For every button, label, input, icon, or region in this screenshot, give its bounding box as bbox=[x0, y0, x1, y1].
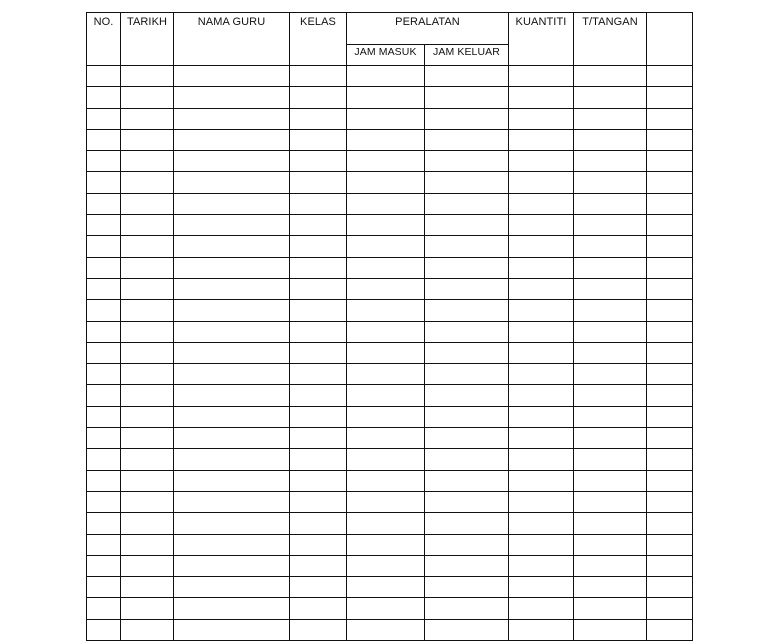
cell-jam-keluar[interactable] bbox=[425, 278, 509, 299]
table-row bbox=[87, 321, 693, 342]
cell-jam-keluar[interactable] bbox=[425, 236, 509, 257]
cell-blank[interactable] bbox=[647, 385, 693, 406]
cell-blank[interactable] bbox=[647, 151, 693, 172]
cell-kuantiti[interactable] bbox=[509, 491, 574, 512]
cell-nama-guru[interactable] bbox=[174, 470, 290, 491]
cell-t-tangan[interactable] bbox=[574, 555, 647, 576]
table-row bbox=[87, 513, 693, 534]
cell-jam-masuk[interactable] bbox=[347, 66, 425, 87]
cell-blank[interactable] bbox=[647, 598, 693, 619]
header-nama-guru: NAMA GURU bbox=[174, 13, 290, 66]
cell-kuantiti[interactable] bbox=[509, 172, 574, 193]
cell-jam-masuk[interactable] bbox=[347, 406, 425, 427]
cell-no[interactable] bbox=[87, 236, 121, 257]
cell-kuantiti[interactable] bbox=[509, 513, 574, 534]
table-row bbox=[87, 385, 693, 406]
cell-kuantiti[interactable] bbox=[509, 236, 574, 257]
cell-t-tangan[interactable] bbox=[574, 428, 647, 449]
cell-kelas[interactable] bbox=[290, 406, 347, 427]
cell-jam-masuk[interactable] bbox=[347, 87, 425, 108]
cell-no[interactable] bbox=[87, 598, 121, 619]
cell-blank[interactable] bbox=[647, 342, 693, 363]
header-tarikh: TARIKH bbox=[121, 13, 174, 66]
cell-jam-masuk[interactable] bbox=[347, 428, 425, 449]
cell-no[interactable] bbox=[87, 385, 121, 406]
cell-jam-masuk[interactable] bbox=[347, 513, 425, 534]
header-no: NO. bbox=[87, 13, 121, 66]
cell-blank[interactable] bbox=[647, 491, 693, 512]
cell-nama-guru[interactable] bbox=[174, 449, 290, 470]
cell-kelas[interactable] bbox=[290, 364, 347, 385]
header-kuantiti: KUANTITI bbox=[509, 13, 574, 66]
cell-kuantiti[interactable] bbox=[509, 385, 574, 406]
cell-tarikh[interactable] bbox=[121, 555, 174, 576]
cell-t-tangan[interactable] bbox=[574, 534, 647, 555]
cell-blank[interactable] bbox=[647, 534, 693, 555]
cell-jam-keluar[interactable] bbox=[425, 470, 509, 491]
cell-no[interactable] bbox=[87, 257, 121, 278]
cell-t-tangan[interactable] bbox=[574, 598, 647, 619]
cell-tarikh[interactable] bbox=[121, 577, 174, 598]
cell-jam-keluar[interactable] bbox=[425, 193, 509, 214]
cell-blank[interactable] bbox=[647, 129, 693, 150]
header-jam-masuk: JAM MASUK bbox=[347, 45, 425, 66]
cell-kelas[interactable] bbox=[290, 342, 347, 363]
cell-kuantiti[interactable] bbox=[509, 108, 574, 129]
cell-t-tangan[interactable] bbox=[574, 491, 647, 512]
cell-jam-masuk[interactable] bbox=[347, 534, 425, 555]
cell-t-tangan[interactable] bbox=[574, 577, 647, 598]
cell-jam-keluar[interactable] bbox=[425, 598, 509, 619]
cell-jam-masuk[interactable] bbox=[347, 491, 425, 512]
cell-jam-keluar[interactable] bbox=[425, 428, 509, 449]
cell-nama-guru[interactable] bbox=[174, 129, 290, 150]
cell-tarikh[interactable] bbox=[121, 300, 174, 321]
cell-nama-guru[interactable] bbox=[174, 66, 290, 87]
table-row bbox=[87, 534, 693, 555]
cell-tarikh[interactable] bbox=[121, 108, 174, 129]
cell-nama-guru[interactable] bbox=[174, 555, 290, 576]
cell-no[interactable] bbox=[87, 428, 121, 449]
cell-nama-guru[interactable] bbox=[174, 215, 290, 236]
cell-kelas[interactable] bbox=[290, 108, 347, 129]
cell-tarikh[interactable] bbox=[121, 236, 174, 257]
cell-tarikh[interactable] bbox=[121, 215, 174, 236]
cell-no[interactable] bbox=[87, 577, 121, 598]
table-row bbox=[87, 449, 693, 470]
cell-t-tangan[interactable] bbox=[574, 129, 647, 150]
cell-kuantiti[interactable] bbox=[509, 193, 574, 214]
header-t-tangan: T/TANGAN bbox=[574, 13, 647, 66]
cell-t-tangan[interactable] bbox=[574, 300, 647, 321]
cell-tarikh[interactable] bbox=[121, 321, 174, 342]
cell-jam-keluar[interactable] bbox=[425, 364, 509, 385]
cell-kelas[interactable] bbox=[290, 534, 347, 555]
cell-jam-keluar[interactable] bbox=[425, 513, 509, 534]
cell-no[interactable] bbox=[87, 342, 121, 363]
cell-nama-guru[interactable] bbox=[174, 491, 290, 512]
cell-no[interactable] bbox=[87, 300, 121, 321]
cell-tarikh[interactable] bbox=[121, 172, 174, 193]
table-header bbox=[87, 13, 693, 66]
cell-nama-guru[interactable] bbox=[174, 513, 290, 534]
cell-jam-masuk[interactable] bbox=[347, 449, 425, 470]
cell-kelas[interactable] bbox=[290, 385, 347, 406]
cell-jam-masuk[interactable] bbox=[347, 236, 425, 257]
table-row bbox=[87, 406, 693, 427]
cell-kuantiti[interactable] bbox=[509, 151, 574, 172]
cell-kuantiti[interactable] bbox=[509, 470, 574, 491]
log-sheet bbox=[86, 12, 692, 641]
cell-jam-masuk[interactable] bbox=[347, 278, 425, 299]
cell-kelas[interactable] bbox=[290, 172, 347, 193]
cell-nama-guru[interactable] bbox=[174, 300, 290, 321]
cell-kuantiti[interactable] bbox=[509, 278, 574, 299]
cell-t-tangan[interactable] bbox=[574, 278, 647, 299]
header-peralatan: PERALATAN bbox=[347, 13, 509, 45]
cell-nama-guru[interactable] bbox=[174, 342, 290, 363]
cell-kelas[interactable] bbox=[290, 598, 347, 619]
cell-kelas[interactable] bbox=[290, 87, 347, 108]
cell-nama-guru[interactable] bbox=[174, 364, 290, 385]
cell-t-tangan[interactable] bbox=[574, 215, 647, 236]
cell-blank[interactable] bbox=[647, 555, 693, 576]
cell-jam-keluar[interactable] bbox=[425, 534, 509, 555]
cell-no[interactable] bbox=[87, 172, 121, 193]
cell-nama-guru[interactable] bbox=[174, 577, 290, 598]
cell-blank[interactable] bbox=[647, 300, 693, 321]
cell-blank[interactable] bbox=[647, 236, 693, 257]
cell-nama-guru[interactable] bbox=[174, 385, 290, 406]
cell-jam-keluar[interactable] bbox=[425, 577, 509, 598]
cell-blank[interactable] bbox=[647, 406, 693, 427]
table-row bbox=[87, 172, 693, 193]
cell-no[interactable] bbox=[87, 193, 121, 214]
cell-tarikh[interactable] bbox=[121, 129, 174, 150]
cell-kuantiti[interactable] bbox=[509, 449, 574, 470]
cell-tarikh[interactable] bbox=[121, 385, 174, 406]
cell-jam-masuk[interactable] bbox=[347, 342, 425, 363]
cell-blank[interactable] bbox=[647, 470, 693, 491]
cell-tarikh[interactable] bbox=[121, 342, 174, 363]
table-row bbox=[87, 236, 693, 257]
cell-nama-guru[interactable] bbox=[174, 278, 290, 299]
cell-blank[interactable] bbox=[647, 321, 693, 342]
table-row bbox=[87, 364, 693, 385]
table-row bbox=[87, 428, 693, 449]
cell-kuantiti[interactable] bbox=[509, 577, 574, 598]
cell-blank[interactable] bbox=[647, 278, 693, 299]
header-blank bbox=[647, 13, 693, 66]
cell-nama-guru[interactable] bbox=[174, 598, 290, 619]
table-body bbox=[87, 66, 693, 641]
cell-kuantiti[interactable] bbox=[509, 300, 574, 321]
cell-nama-guru[interactable] bbox=[174, 193, 290, 214]
cell-nama-guru[interactable] bbox=[174, 236, 290, 257]
cell-t-tangan[interactable] bbox=[574, 513, 647, 534]
cell-jam-keluar[interactable] bbox=[425, 87, 509, 108]
cell-nama-guru[interactable] bbox=[174, 406, 290, 427]
cell-tarikh[interactable] bbox=[121, 449, 174, 470]
cell-blank[interactable] bbox=[647, 428, 693, 449]
cell-kuantiti[interactable] bbox=[509, 215, 574, 236]
cell-kelas[interactable] bbox=[290, 193, 347, 214]
cell-blank[interactable] bbox=[647, 257, 693, 278]
table-row bbox=[87, 87, 693, 108]
cell-jam-masuk[interactable] bbox=[347, 577, 425, 598]
cell-jam-masuk[interactable] bbox=[347, 257, 425, 278]
cell-kuantiti[interactable] bbox=[509, 87, 574, 108]
cell-tarikh[interactable] bbox=[121, 257, 174, 278]
cell-kelas[interactable] bbox=[290, 321, 347, 342]
cell-tarikh[interactable] bbox=[121, 534, 174, 555]
cell-kelas[interactable] bbox=[290, 257, 347, 278]
cell-nama-guru[interactable] bbox=[174, 428, 290, 449]
cell-jam-keluar[interactable] bbox=[425, 385, 509, 406]
cell-jam-keluar[interactable] bbox=[425, 129, 509, 150]
cell-blank[interactable] bbox=[647, 449, 693, 470]
cell-no[interactable] bbox=[87, 321, 121, 342]
cell-no[interactable] bbox=[87, 534, 121, 555]
cell-kelas[interactable] bbox=[290, 428, 347, 449]
cell-tarikh[interactable] bbox=[121, 598, 174, 619]
cell-t-tangan[interactable] bbox=[574, 449, 647, 470]
table-row bbox=[87, 555, 693, 576]
cell-t-tangan[interactable] bbox=[574, 236, 647, 257]
cell-no[interactable] bbox=[87, 470, 121, 491]
cell-t-tangan[interactable] bbox=[574, 108, 647, 129]
table-row bbox=[87, 577, 693, 598]
cell-tarikh[interactable] bbox=[121, 151, 174, 172]
cell-jam-keluar[interactable] bbox=[425, 215, 509, 236]
cell-t-tangan[interactable] bbox=[574, 172, 647, 193]
cell-kelas[interactable] bbox=[290, 278, 347, 299]
cell-jam-masuk[interactable] bbox=[347, 598, 425, 619]
cell-kelas[interactable] bbox=[290, 236, 347, 257]
table-row bbox=[87, 215, 693, 236]
cell-no[interactable] bbox=[87, 87, 121, 108]
cell-t-tangan[interactable] bbox=[574, 257, 647, 278]
cell-jam-keluar[interactable] bbox=[425, 66, 509, 87]
cell-jam-keluar[interactable] bbox=[425, 172, 509, 193]
table-row bbox=[87, 342, 693, 363]
cell-no[interactable] bbox=[87, 513, 121, 534]
cell-nama-guru[interactable] bbox=[174, 321, 290, 342]
cell-jam-masuk[interactable] bbox=[347, 364, 425, 385]
cell-tarikh[interactable] bbox=[121, 66, 174, 87]
cell-jam-masuk[interactable] bbox=[347, 172, 425, 193]
cell-kuantiti[interactable] bbox=[509, 321, 574, 342]
cell-tarikh[interactable] bbox=[121, 87, 174, 108]
cell-blank[interactable] bbox=[647, 66, 693, 87]
cell-kuantiti[interactable] bbox=[509, 406, 574, 427]
cell-blank[interactable] bbox=[647, 577, 693, 598]
cell-no[interactable] bbox=[87, 151, 121, 172]
cell-t-tangan[interactable] bbox=[574, 342, 647, 363]
cell-jam-masuk[interactable] bbox=[347, 193, 425, 214]
cell-kuantiti[interactable] bbox=[509, 66, 574, 87]
table-row bbox=[87, 491, 693, 512]
cell-jam-masuk[interactable] bbox=[347, 555, 425, 576]
cell-jam-masuk[interactable] bbox=[347, 300, 425, 321]
cell-jam-keluar[interactable] bbox=[425, 342, 509, 363]
cell-tarikh[interactable] bbox=[121, 406, 174, 427]
cell-blank[interactable] bbox=[647, 87, 693, 108]
cell-jam-keluar[interactable] bbox=[425, 449, 509, 470]
cell-jam-keluar[interactable] bbox=[425, 300, 509, 321]
cell-tarikh[interactable] bbox=[121, 491, 174, 512]
cell-t-tangan[interactable] bbox=[574, 193, 647, 214]
cell-blank[interactable] bbox=[647, 215, 693, 236]
cell-jam-masuk[interactable] bbox=[347, 321, 425, 342]
cell-blank[interactable] bbox=[647, 364, 693, 385]
cell-no[interactable] bbox=[87, 129, 121, 150]
cell-no[interactable] bbox=[87, 215, 121, 236]
cell-no[interactable] bbox=[87, 449, 121, 470]
cell-jam-keluar[interactable] bbox=[425, 108, 509, 129]
cell-blank[interactable] bbox=[647, 172, 693, 193]
cell-t-tangan[interactable] bbox=[574, 406, 647, 427]
table-row bbox=[87, 66, 693, 87]
cell-jam-keluar[interactable] bbox=[425, 491, 509, 512]
cell-no[interactable] bbox=[87, 491, 121, 512]
table-row bbox=[87, 278, 693, 299]
cell-tarikh[interactable] bbox=[121, 513, 174, 534]
cell-kelas[interactable] bbox=[290, 491, 347, 512]
cell-tarikh[interactable] bbox=[121, 193, 174, 214]
cell-jam-masuk[interactable] bbox=[347, 215, 425, 236]
cell-tarikh[interactable] bbox=[121, 428, 174, 449]
cell-kuantiti[interactable] bbox=[509, 129, 574, 150]
cell-kelas[interactable] bbox=[290, 470, 347, 491]
cell-nama-guru[interactable] bbox=[174, 108, 290, 129]
cell-jam-masuk[interactable] bbox=[347, 385, 425, 406]
cell-nama-guru[interactable] bbox=[174, 87, 290, 108]
cell-no[interactable] bbox=[87, 108, 121, 129]
header-kelas: KELAS bbox=[290, 13, 347, 66]
cell-blank[interactable] bbox=[647, 513, 693, 534]
header-jam-keluar: JAM KELUAR bbox=[425, 45, 509, 66]
cell-t-tangan[interactable] bbox=[574, 151, 647, 172]
cell-nama-guru[interactable] bbox=[174, 172, 290, 193]
cell-kelas[interactable] bbox=[290, 449, 347, 470]
cell-jam-masuk[interactable] bbox=[347, 129, 425, 150]
cell-kuantiti[interactable] bbox=[509, 598, 574, 619]
cell-kuantiti[interactable] bbox=[509, 534, 574, 555]
cell-no[interactable] bbox=[87, 364, 121, 385]
cell-jam-keluar[interactable] bbox=[425, 555, 509, 576]
cell-t-tangan[interactable] bbox=[574, 66, 647, 87]
cell-kelas[interactable] bbox=[290, 151, 347, 172]
cell-jam-keluar[interactable] bbox=[425, 151, 509, 172]
cell-kelas[interactable] bbox=[290, 300, 347, 321]
cell-tarikh[interactable] bbox=[121, 278, 174, 299]
cell-nama-guru[interactable] bbox=[174, 534, 290, 555]
cell-blank[interactable] bbox=[647, 108, 693, 129]
cell-jam-masuk[interactable] bbox=[347, 470, 425, 491]
cell-kelas[interactable] bbox=[290, 215, 347, 236]
cell-jam-masuk[interactable] bbox=[347, 108, 425, 129]
cell-jam-keluar[interactable] bbox=[425, 321, 509, 342]
cell-tarikh[interactable] bbox=[121, 470, 174, 491]
cell-jam-masuk[interactable] bbox=[347, 151, 425, 172]
cell-jam-keluar[interactable] bbox=[425, 257, 509, 278]
table-row bbox=[87, 108, 693, 129]
cell-kuantiti[interactable] bbox=[509, 555, 574, 576]
cell-kuantiti[interactable] bbox=[509, 342, 574, 363]
cell-kuantiti[interactable] bbox=[509, 364, 574, 385]
cell-tarikh[interactable] bbox=[121, 364, 174, 385]
cell-nama-guru[interactable] bbox=[174, 257, 290, 278]
cell-t-tangan[interactable] bbox=[574, 470, 647, 491]
table-row bbox=[87, 300, 693, 321]
table-row bbox=[87, 598, 693, 619]
cell-t-tangan[interactable] bbox=[574, 385, 647, 406]
equipment-log-table bbox=[86, 12, 693, 641]
cell-kelas[interactable] bbox=[290, 513, 347, 534]
cell-kelas[interactable] bbox=[290, 555, 347, 576]
cell-t-tangan[interactable] bbox=[574, 87, 647, 108]
table-row bbox=[87, 151, 693, 172]
cell-t-tangan[interactable] bbox=[574, 321, 647, 342]
cell-jam-keluar[interactable] bbox=[425, 406, 509, 427]
cell-t-tangan[interactable] bbox=[574, 364, 647, 385]
cell-nama-guru[interactable] bbox=[174, 151, 290, 172]
cell-no[interactable] bbox=[87, 278, 121, 299]
table-row bbox=[87, 193, 693, 214]
cell-no[interactable] bbox=[87, 555, 121, 576]
cell-blank[interactable] bbox=[647, 193, 693, 214]
cell-kelas[interactable] bbox=[290, 66, 347, 87]
table-row bbox=[87, 257, 693, 278]
cell-kelas[interactable] bbox=[290, 129, 347, 150]
cell-no[interactable] bbox=[87, 406, 121, 427]
cell-kuantiti[interactable] bbox=[509, 257, 574, 278]
table-row bbox=[87, 470, 693, 491]
cell-no[interactable] bbox=[87, 66, 121, 87]
cell-kuantiti[interactable] bbox=[509, 428, 574, 449]
table-row bbox=[87, 129, 693, 150]
cell-kelas[interactable] bbox=[290, 577, 347, 598]
